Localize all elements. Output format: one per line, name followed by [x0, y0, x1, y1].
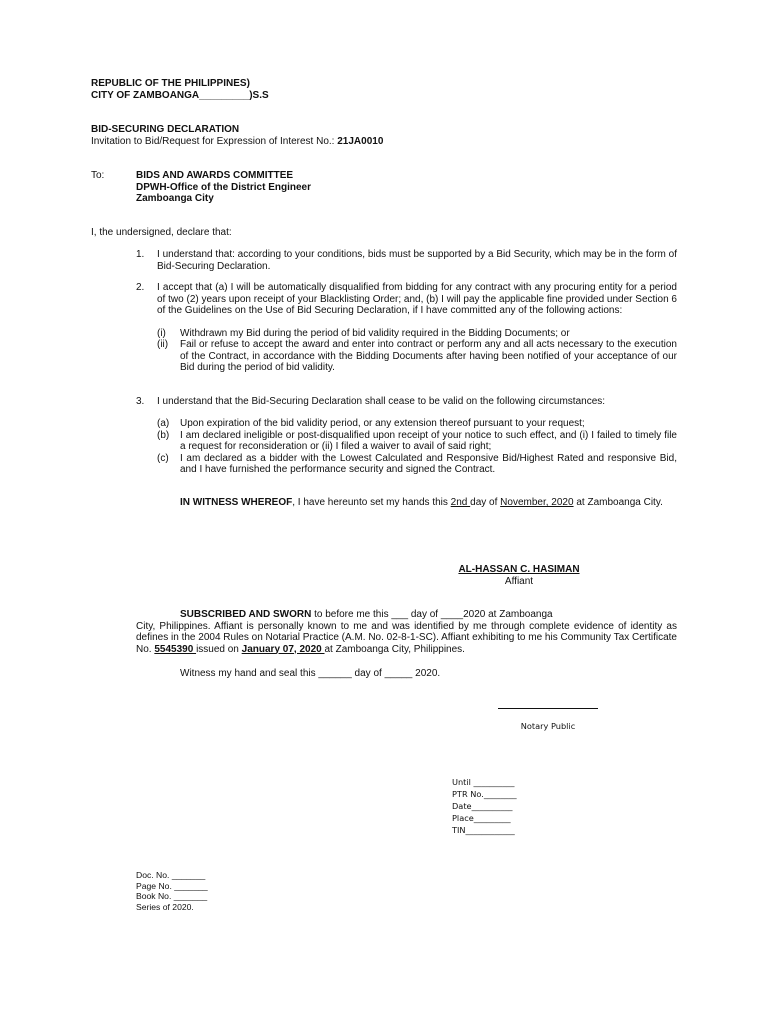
sub-item-i [136, 328, 677, 340]
circumstance-c [157, 453, 677, 476]
jurat-heading: SUBSCRIBED AND SWORN [180, 609, 312, 620]
addressee-line-1: BIDS AND AWARDS COMMITTEE [136, 170, 294, 181]
circumstance-text: I am declared as a bidder with the Lowest Calculated and Responsive Bid/Highest Rated and responsive Bid, and I have furnished the performance security and signed the Contract. [180, 452, 677, 475]
witness-day: 2nd [450, 497, 471, 508]
invitation-label: Invitation to Bid/Request for Expression of Interest No.: [91, 135, 338, 147]
declaration-item-2 [136, 282, 677, 374]
addressee-block [136, 170, 311, 205]
item-text: I understand that the Bid-Securing Declaration shall cease to be valid on the following circumstances: [157, 396, 606, 407]
notary-tin: TIN____________ [452, 825, 515, 835]
notary-details [452, 776, 517, 836]
notary-until: Until __________ [452, 777, 515, 787]
jurat-first-line: SUBSCRIBED AND SWORN to before me this ___ day of ____2020 at Zamboanga [180, 609, 553, 620]
item-number: 2. [136, 282, 145, 293]
doc-number: Doc. No. _______ [136, 870, 206, 880]
circumstances-list [157, 418, 677, 476]
header-line-1: REPUBLIC OF THE PHILIPPINES) [91, 78, 250, 89]
sub-item-ii [136, 339, 677, 374]
notary-place: Place_________ [452, 813, 511, 823]
witness-heading: IN WITNESS WHEREOF [180, 497, 293, 508]
notary-public-label: Notary Public [520, 721, 576, 731]
affiant-label: Affiant [504, 575, 534, 587]
addressee-line-2: DPWH-Office of the District Engineer [136, 181, 312, 193]
sub-item-label: (i) [157, 327, 166, 339]
declaration-item-3 [136, 396, 677, 408]
to-label: To: [91, 170, 105, 181]
notary-signature-line [498, 708, 598, 709]
witness-paragraph: IN WITNESS WHEREOF, I have hereunto set my hands this 2nd day of November, 2020 at Zamboanga City. [180, 497, 663, 508]
notary-ptr: PTR No.________ [452, 789, 517, 799]
declaration-intro: I, the undersigned, declare that: [91, 227, 232, 238]
ctc-date: January 07, 2020 [241, 643, 325, 655]
title-block [91, 124, 383, 147]
circumstance-label: (c) [157, 452, 169, 464]
item-text: I accept that (a) I will be automatically disqualified from bidding for any contract with any procuring entity for a period of two (2) years upon receipt of your Blacklisting Order; and, (b) I will pay the applicable fine provided under Section 6 of the Guidelines on the Use of Bid Securing Declaration, if I have committed any of the following actions: [157, 282, 677, 316]
header [91, 78, 269, 101]
jurat-body: City, Philippines. Affiant is personally known to me and was identified by me through complete evidence of identity as defines in the 2004 Rules on Notarial Practice (A.M. No. 02-8-1-SC). Affiant exhibiting to me his Community Tax Certificate No. 5545390 issued on January 07, 2020 at Zamboanga City, Philippines. [136, 620, 677, 655]
circumstance-text: I am declared ineligible or post-disqualified upon receipt of your notice to such effect, and (i) I failed to timely file a request for reconsideration or (ii) I filed a waiver to avail of said right; [180, 429, 677, 452]
sub-item-text: Withdrawn my Bid during the period of bid validity required in the Bidding Documents; or [180, 327, 570, 339]
declaration-item-1 [136, 249, 677, 272]
witness-month: November, 2020 [500, 497, 574, 508]
series-year: Series of 2020. [136, 901, 194, 912]
sub-item-text: Fail or refuse to accept the award and enter into contract or perform any and all acts necessary to the execution of the Contract, in accordance with the Bidding Documents after having been notified of your acceptance of our Bid during the period of bid validity. [180, 339, 677, 373]
affiant-name: AL-HASSAN C. HASIMAN [458, 564, 580, 575]
circumstance-text: Upon expiration of the bid validity period, or any extension thereof pursuant to your request; [180, 418, 585, 429]
registry-block [136, 870, 208, 912]
document-title: BID-SECURING DECLARATION [91, 124, 240, 135]
invitation-number: 21JA0010 [337, 135, 384, 147]
ctc-number: 5545390 [154, 643, 197, 655]
sub-item-label: (ii) [157, 339, 169, 350]
book-number: Book No. _______ [136, 891, 208, 901]
circumstance-a [157, 418, 677, 430]
item-number: 1. [136, 249, 145, 260]
notary-date: Date__________ [452, 801, 513, 811]
item-text: I understand that: according to your conditions, bids must be supported by a Bid Security, which may be in the form of Bid-Securing Declaration. [157, 249, 677, 272]
jurat-paragraph [136, 609, 677, 655]
item-number: 3. [136, 396, 145, 407]
affiant-block [436, 564, 602, 587]
header-line-2: CITY OF ZAMBOANGA_________)S.S [91, 89, 269, 101]
invitation-line [91, 136, 383, 148]
circumstance-label: (a) [157, 418, 170, 429]
circumstance-b [157, 430, 677, 453]
circumstance-label: (b) [157, 429, 170, 441]
page-number: Page No. _______ [136, 880, 208, 891]
addressee-line-3: Zamboanga City [136, 193, 214, 204]
seal-line: Witness my hand and seal this ______ day of _____ 2020. [180, 668, 441, 679]
